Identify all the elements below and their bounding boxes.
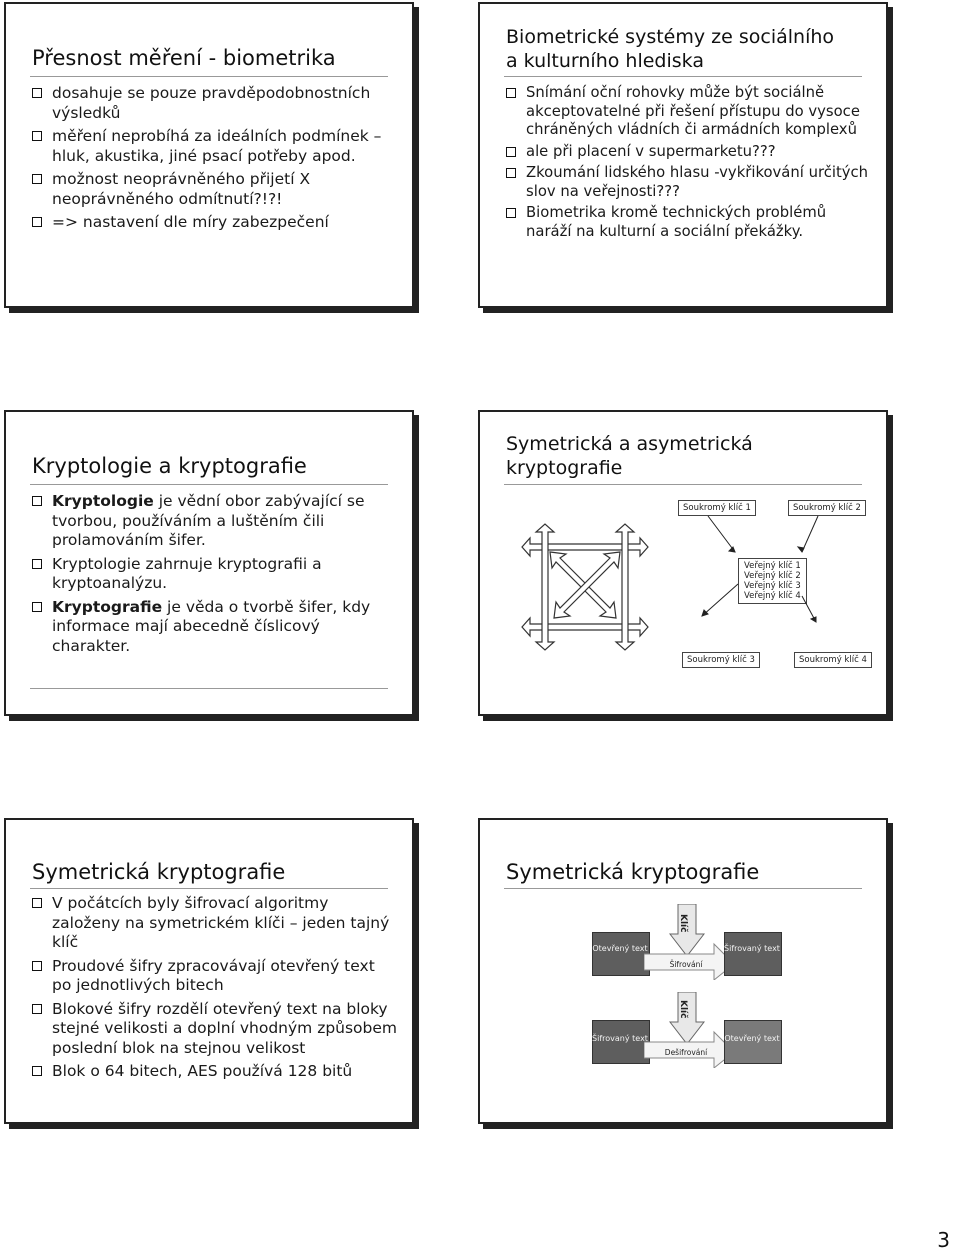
list-item: Kryptologie zahrnuje kryptografii a kryptoanalýzu. <box>32 555 398 594</box>
slide-accuracy <box>4 2 414 308</box>
key-label: Klíč <box>678 914 688 933</box>
list-item: ale při placení v supermarketu??? <box>506 143 872 162</box>
list-item: Blok o 64 bitech, AES používá 128 bitů <box>32 1062 398 1082</box>
title-rule <box>504 888 862 889</box>
plaintext-label: Otevřený text <box>724 1034 780 1043</box>
list-item: Proudové šifry zpracovávají otevřený text po jednotlivých bitech <box>32 957 398 996</box>
ciphertext-label: Šifrovaný text <box>592 1034 648 1043</box>
title-rule <box>504 76 862 77</box>
slide-title <box>506 25 868 73</box>
checkbox-bullet-icon <box>506 168 516 178</box>
bullet-list <box>32 492 398 660</box>
slide-cryptology <box>4 410 414 716</box>
title-rule <box>30 888 388 889</box>
checkbox-bullet-icon <box>32 961 42 971</box>
checkbox-bullet-icon <box>32 174 42 184</box>
checkbox-bullet-icon <box>32 898 42 908</box>
list-item: Zkoumání lidského hlasu -vykřikování určitých slov na veřejnosti??? <box>506 164 872 201</box>
footer-rule <box>30 688 388 689</box>
bullet-list <box>32 894 398 1086</box>
list-item: možnost neoprávněného přijetí X neoprávněného odmítnutí?!?! <box>32 170 398 209</box>
checkbox-bullet-icon <box>32 1004 42 1014</box>
private-key-label: Soukromý klíč 3 <box>682 652 760 668</box>
key-label: Klíč <box>678 1000 688 1019</box>
list-item: Kryptografie je věda o tvorbě šifer, kdy informace mají abecedně číslicový charakter. <box>32 598 398 657</box>
asymmetric-arrows <box>480 412 890 718</box>
list-item: Biometrika kromě technických problémů naráží na kulturní a sociální překážky. <box>506 204 872 241</box>
private-key-label: Soukromý klíč 4 <box>794 652 872 668</box>
public-key-box: Veřejný klíč 1 Veřejný klíč 2 Veřejný klíč 3 Veřejný klíč 4 <box>738 558 807 604</box>
page-number: 3 <box>937 1228 950 1252</box>
slide-sym-asym <box>478 410 888 716</box>
list-item: měření neprobíhá za ideálních podmínek – hluk, akustika, jiné psací potřeby apod. <box>32 127 398 166</box>
checkbox-bullet-icon <box>506 147 516 157</box>
slide-title-line: a kulturního hlediska <box>506 50 704 72</box>
decryption-label: Dešifrování <box>664 1048 708 1057</box>
checkbox-bullet-icon <box>32 217 42 227</box>
private-key-label: Soukromý klíč 2 <box>788 500 866 516</box>
title-rule <box>30 76 388 77</box>
checkbox-bullet-icon <box>32 496 42 506</box>
list-item: Blokové šifry rozdělí otevřený text na bloky stejné velikosti a doplní vhodným způsobem poslední blok na stejnou velikost <box>32 1000 398 1059</box>
checkbox-bullet-icon <box>32 131 42 141</box>
checkbox-bullet-icon <box>32 559 42 569</box>
slide-social-aspects <box>478 2 888 308</box>
checkbox-bullet-icon <box>32 1066 42 1076</box>
list-item: dosahuje se pouze pravděpodobnostních výsledků <box>32 84 398 123</box>
checkbox-bullet-icon <box>32 88 42 98</box>
plaintext-box <box>592 932 650 976</box>
slide-symmetric-text <box>4 818 414 1124</box>
list-item: Kryptologie je vědní obor zabývající se tvorbou, používáním a luštěním čili prolamováním šifer. <box>32 492 398 551</box>
bullet-list <box>32 84 398 237</box>
private-key-label: Soukromý klíč 1 <box>678 500 756 516</box>
encryption-label: Šifrování <box>669 960 703 969</box>
ciphertext-box <box>724 932 782 976</box>
slide-title: Symetrická kryptografie <box>506 860 760 884</box>
slide-title-line: kryptografie <box>506 457 623 479</box>
slide-title-line: Biometrické systémy ze sociálního <box>506 26 835 48</box>
slide-title: Kryptologie a kryptografie <box>32 454 307 478</box>
slide-title-line: Symetrická a asymetrická <box>506 433 753 455</box>
ciphertext-label: Šifrovaný text <box>724 944 780 953</box>
slide-symmetric-figure <box>478 818 888 1124</box>
checkbox-bullet-icon <box>506 208 516 218</box>
checkbox-bullet-icon <box>506 88 516 98</box>
title-rule <box>30 484 388 485</box>
slide-title: Přesnost měření - biometrika <box>32 46 336 70</box>
slide-title: Symetrická kryptografie <box>32 860 286 884</box>
list-item: => nastavení dle míry zabezpečení <box>32 213 398 233</box>
checkbox-bullet-icon <box>32 602 42 612</box>
list-item: V počátcích byly šifrovací algoritmy založeny na symetrickém klíči – jeden tajný klíč <box>32 894 398 953</box>
plaintext-label: Otevřený text <box>592 944 648 953</box>
list-item: Snímání oční rohovky může být sociálně akceptovatelné při řešení přístupu do vysoce chráněných vládních či armádních komplexů <box>506 84 872 140</box>
bullet-list <box>506 84 872 244</box>
